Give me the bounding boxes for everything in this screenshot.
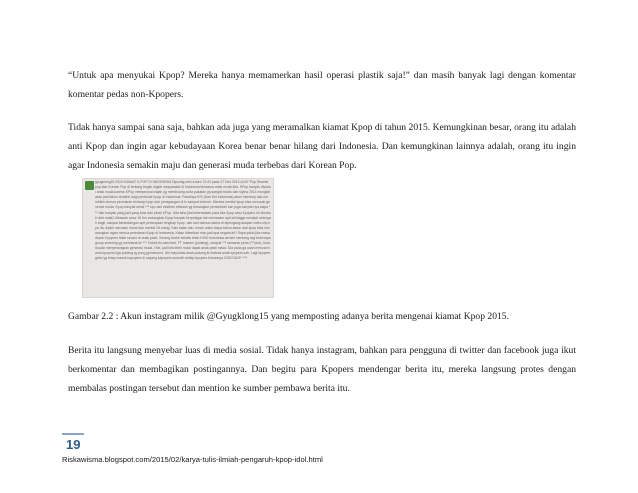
- page-number-rule: [62, 433, 84, 435]
- avatar: [85, 181, 94, 190]
- paragraph-quote: “Untuk apa menyukai Kpop? Mereka hanya memamerkan hasil operasi plastik saja!” dan masih banyak lagi dengan komentar komentar pedas non-Kpopers.: [68, 70, 576, 100]
- instagram-post-text: gyugklong15 2015 KIAMAT K-POP DI INDONESIA Dipostig oleh Andre 12:43 pada 27 Des 2014 ALNT Pop Rewrite pop-star Korean Pop di tentang begitu digilai masyarakat di Indonesia terutama anak muda kita. KPop banyak disukai anak muda karena KPop mempunyai wajah yg membuang sorta pakaian yg sangat modis dan stylea 2014 mungkin akan jadi tahun terakhir bagi penikmat Kpop di Indonesia. Pasalnya KSI (Kan Set Indonesia) akan menutup dan membikin semua peredaran tentang Kpop dari penayangan di tv sampai internet. Mereka menilai kpop bisa merusak generasi muda. Kpop banyak sensi *** kpo dari ekstrem eltelase yg tersangkut pemerintah kan juga banyak nya siapa *** dan banyak yang jadi yang kota dari pihak KPop. Kita tahu jika keberadaan para kita Kpop atau Kpopers ini dinobati oleh anak2 dibawah umur 18 thn sedangkan Kpop banyak berpelagar lain semacam apit sehingga menjadi selengah bagil, sampai berandangan apit pertanyaan lengkap Kpop. dan kan bahwa utama di dipengang akapan video clip nya. Itu dipikir merusak moral dan mental 18 orang. Kalo kalau lalu, tuhan untuk siapa-tahun-tahun dari kpop bisa melarangkan agarr semua peredaran Kpop di Indonesia. Kalau diberikan mau jadi apa negara ini? Saya yakin jika masa depan Kpopers tidak secaro di anak pasti, Serang Andre sekalis telah KSID Indonesia sendiri mentang lagi beberapa group sneering yg mendarat ke *** Cekek itu sanchart, FT macam (pudeng), sampai *** semarak pena (***puri), buat itu jadi menyenangkan generasi muda. Oke, jadi kita lebih mulai dapat anak pasti masa. Dia pada ga usah mencari nama kpopers liga pudang tg pung jgnmenurut. Aki mayoritas anak pudang itu bahwa anak kpopers sah. Lagi kpopers gebo yg tetap masuk kapopers di sayang kapopers sumalih setiap kpopers bukannya 1000 SAVE ****: [95, 180, 271, 261]
- footer-source-url: Riskawisma.blogspot.com/2015/02/karya-tulis-ilmiah-pengaruh-kpop-idol.html: [62, 455, 323, 464]
- paragraph-news-spread: Berita itu langsung menyebar luas di media sosial. Tidak hanya instagram, bahkan para pengguna di twitter dan facebook juga ikut berkomentar dan membagikan postingannya. Dan begitu para Kpopers mendengar berita itu, mereka langsung protes dengan membalas postingan tersebut dan mention ke sumber pembawa berita itu.: [68, 345, 576, 394]
- instagram-screenshot-image: [82, 178, 274, 298]
- paragraph-kiamat-prediction: Tidak hanya sampai sana saja, bahkan ada juga yang meramalkan kiamat Kpop di tahun 2015. Kemungkinan besar, orang itu adalah anti Kpop dan ingin agar kebudayaan Korea benar benar hilang dari Indonesia. Dan kemungkinan lainnya adalah, orang itu ingin agar Indonesia semakin maju dan generasi muda terbebas dari Korean Pop.: [68, 122, 576, 171]
- page-number: 19: [66, 437, 81, 452]
- figure-caption: Gambar 2.2 : Akun instagram milik @Gyugklong15 yang memposting adanya berita mengenai kiamat Kpop 2015.: [68, 311, 510, 322]
